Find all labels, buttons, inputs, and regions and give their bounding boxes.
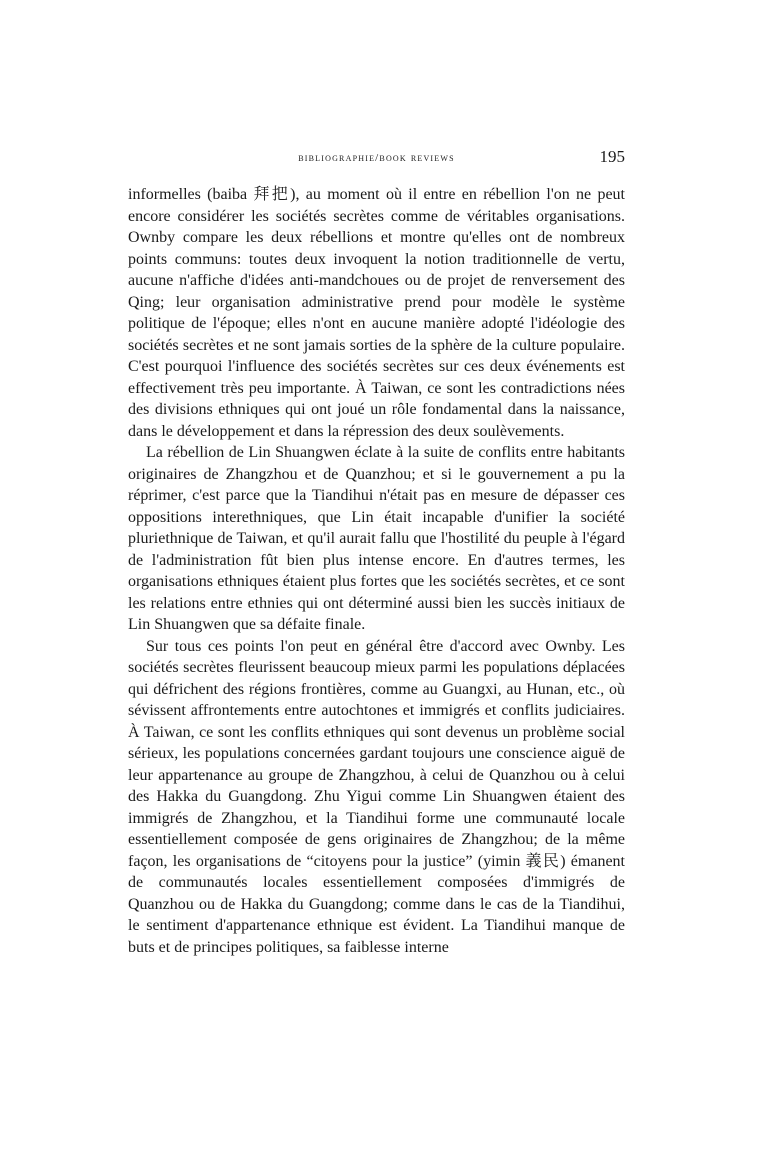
book-page bbox=[128, 140, 625, 958]
running-header bbox=[128, 140, 625, 170]
paragraph-2: La rébellion de Lin Shuangwen éclate à la suite de conflits entre habitants originaires de Zhangzhou et de Quanzhou; et si le gouvernement a pu la réprimer, c'est parce que la Tiandihui n'était pas en mesure de dépasser ces oppositions interethniques, que Lin était incapable d'unifier la société pluriethnique de Taiwan, et qu'il aurait fallu que l'hostilité du peuple à l'égard de l'administration fût bien plus intense encore. En d'autres termes, les organisations ethniques étaient plus fortes que les sociétés secrètes, et ce sont les relations entre ethnies qui ont déterminé aussi bien les succès initiaux de Lin Shuangwen que sa défaite finale. bbox=[128, 444, 625, 633]
paragraph-3: Sur tous ces points l'on peut en général être d'accord avec Ownby. Les sociétés secrètes fleurissent beaucoup mieux parmi les populations déplacées qui défrichent des régions frontières, comme au Guangxi, au Hunan, etc., où sévissent affrontements entre autochtones et immigrés et conflits judiciaires. À Taiwan, ce sont les conflits ethniques qui sont devenus un problème social sérieux, les populations concernées gardant toujours une conscience aiguë de leur appartenance au groupe de Zhangzhou, à celui de Quanzhou ou à celui des Hakka du Guangdong. Zhu Yigui comme Lin Shuangwen étaient des immigrés de Zhangzhou, et la Tiandihui forme une communauté locale essentiellement composée de gens originaires de Zhangzhou; de la même façon, les organisations de “citoyens pour la justice” (yimin 義民) émanent de communautés locales essentiellement composées d'immigrés de Quanzhou ou de Hakka du Guangdong; comme dans le cas de la Tiandihui, le sentiment d'appartenance ethnique est évident. La Tiandihui manque de buts et de principes politiques, sa faiblesse interne bbox=[128, 637, 625, 956]
running-title: bibliographie/book reviews bbox=[298, 152, 455, 164]
body-text bbox=[128, 184, 625, 958]
paragraph-1: informelles (baiba 拜把), au moment où il entre en rébellion l'on ne peut encore considérer les sociétés secrètes comme de véritables organisations. Ownby compare les deux rébellions et montre qu'elles ont de nombreux points communs: toutes deux invoquent la notion traditionnelle de vertu, aucune n'affiche d'idées anti-mandchoues ou de projet de renversement des Qing; leur organisation administrative prend pour modèle le système politique de l'époque; elles n'ont en aucune manière adopté l'idéologie des sociétés secrètes et ne sont jamais sorties de la sphère de la culture populaire. C'est pourquoi l'influence des sociétés secrètes sur ces deux événements est effectivement très peu importante. À Taiwan, ce sont les contradictions nées des divisions ethniques qui ont joué un rôle fondamental dans la naissance, dans le développement et dans la répression des deux soulèvements. bbox=[128, 186, 625, 440]
page-number: 195 bbox=[599, 147, 625, 166]
